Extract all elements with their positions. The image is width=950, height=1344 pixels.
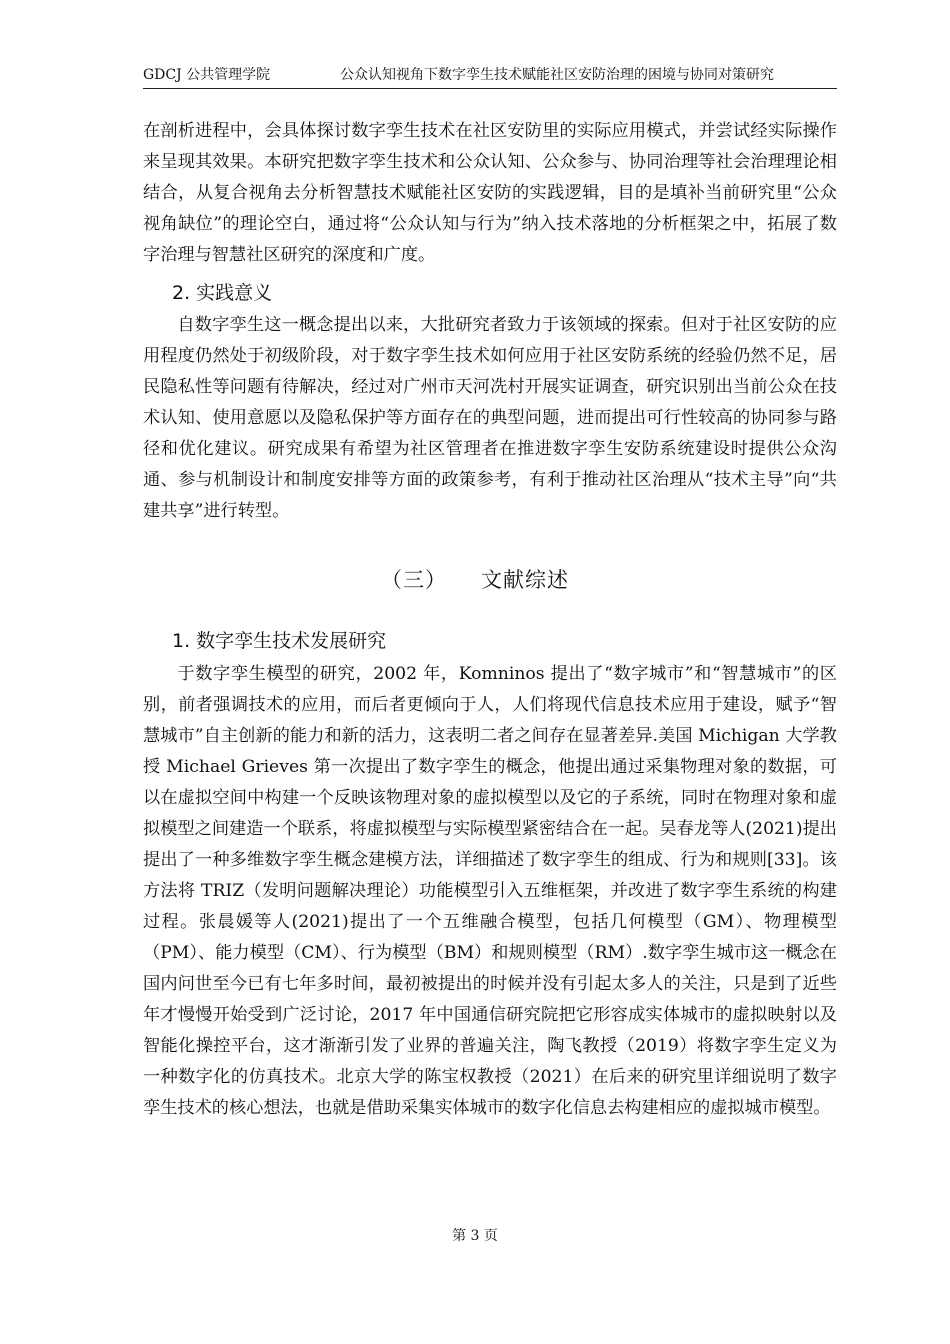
paragraph-text: 于数字孪生模型的研究，2002 年，Komninos 提出了“数字城市”和“智慧城市”的区别，前者强调技术的应用，而后者更倾向于人，人们将现代信息技术应用于建设，赋予“智慧城市”自主创新的能力和新的活力，这表明二者之间存在显著差异.美国 Michigan 大学教授 Michael Grieves 第一次提出了数字孪生的概念，他提出通过采集物理对象的数据，可以在虚拟空间中构建一个反映该物理对象的虚拟模型以及它的子系统，同时在物理对象和虚拟模型之间建造一个联系，将虚拟模型与实际模型紧密结合在一起。吴春龙等人(2021)提出提出了一种多维数字孪生概念建模方法，详细描述了数字孪生的组成、行为和规则[33]。该方法将 TRIZ（发明问题解决理论）功能模型引入五维框架，并改进了数字孪生系统的构建过程。张晨媛等人(2021)提出了一个五维融合模型，包括几何模型（GM）、物理模型（PM）、能力模型（CM）、行为模型（BM）和规则模型（RM）.数字孪生城市这一概念在国内问世至今已有七年多时间，最初被提出的时候并没有引起太多人的关注，只是到了近些年才慢慢开始受到广泛讨论，2017 年中国通信研究院把它形容成实体城市的虚拟映射以及智能化操控平台，这才渐渐引发了业界的普遍关注，陶飞教授（2019）将数字孪生定义为一种数字化的仿真技术。北京大学的陈宝权教授（2021）在后来的研究里详细说明了数字孪生技术的核心想法，也就是借助采集实体城市的数字化信息去构建相应的虚拟城市模型。 <box>143 664 837 1118</box>
subheading-practical-significance: 2. 实践意义 <box>172 282 273 304</box>
page-number: 第 3 页 <box>452 1228 498 1244</box>
paragraph-digital-twin-development <box>143 659 837 1124</box>
paragraph-text: 在剖析进程中，会具体探讨数字孪生技术在社区安防里的实际应用模式，并尝试经实际操作来呈现其效果。本研究把数字孪生技术和公众认知、公众参与、协同治理等社会治理理论相结合，从复合视角去分析智慧技术赋能社区安防的实践逻辑，目的是填补当前研究里“公众视角缺位”的理论空白，通过将“公众认知与行为”纳入技术落地的分析框架之中，拓展了数字治理与智慧社区研究的深度和广度。 <box>143 121 837 265</box>
paragraph-text: 自数字孪生这一概念提出以来，大批研究者致力于该领域的探索。但对于社区安防的应用程度仍然处于初级阶段，对于数字孪生技术如何应用于社区安防系统的经验仍然不足，居民隐私性等问题有待解决，经过对广州市天河冼村开展实证调查，研究识别出当前公众在技术认知、使用意愿以及隐私保护等方面存在的典型问题，进而提出可行性较高的协同参与路径和优化建议。研究成果有希望为社区管理者在推进数字孪生安防系统建设时提供公众沟通、参与机制设计和制度安排等方面的政策参考，有利于推动社区治理从“技术主导”向“共建共享”进行转型。 <box>143 315 837 521</box>
paragraph-theory-significance-continued <box>143 116 837 271</box>
header-institution: GDCJ 公共管理学院 <box>143 67 271 83</box>
header-paper-title: 公众认知视角下数字孪生技术赋能社区安防治理的困境与协同对策研究 <box>340 67 774 83</box>
subheading-digital-twin-development: 1. 数字孪生技术发展研究 <box>172 630 387 652</box>
section-number: （三） <box>381 568 447 592</box>
section-title: 文献综述 <box>481 568 569 592</box>
section-heading-literature-review <box>0 565 950 595</box>
paragraph-practical-significance <box>143 310 837 527</box>
page-header <box>143 66 837 89</box>
